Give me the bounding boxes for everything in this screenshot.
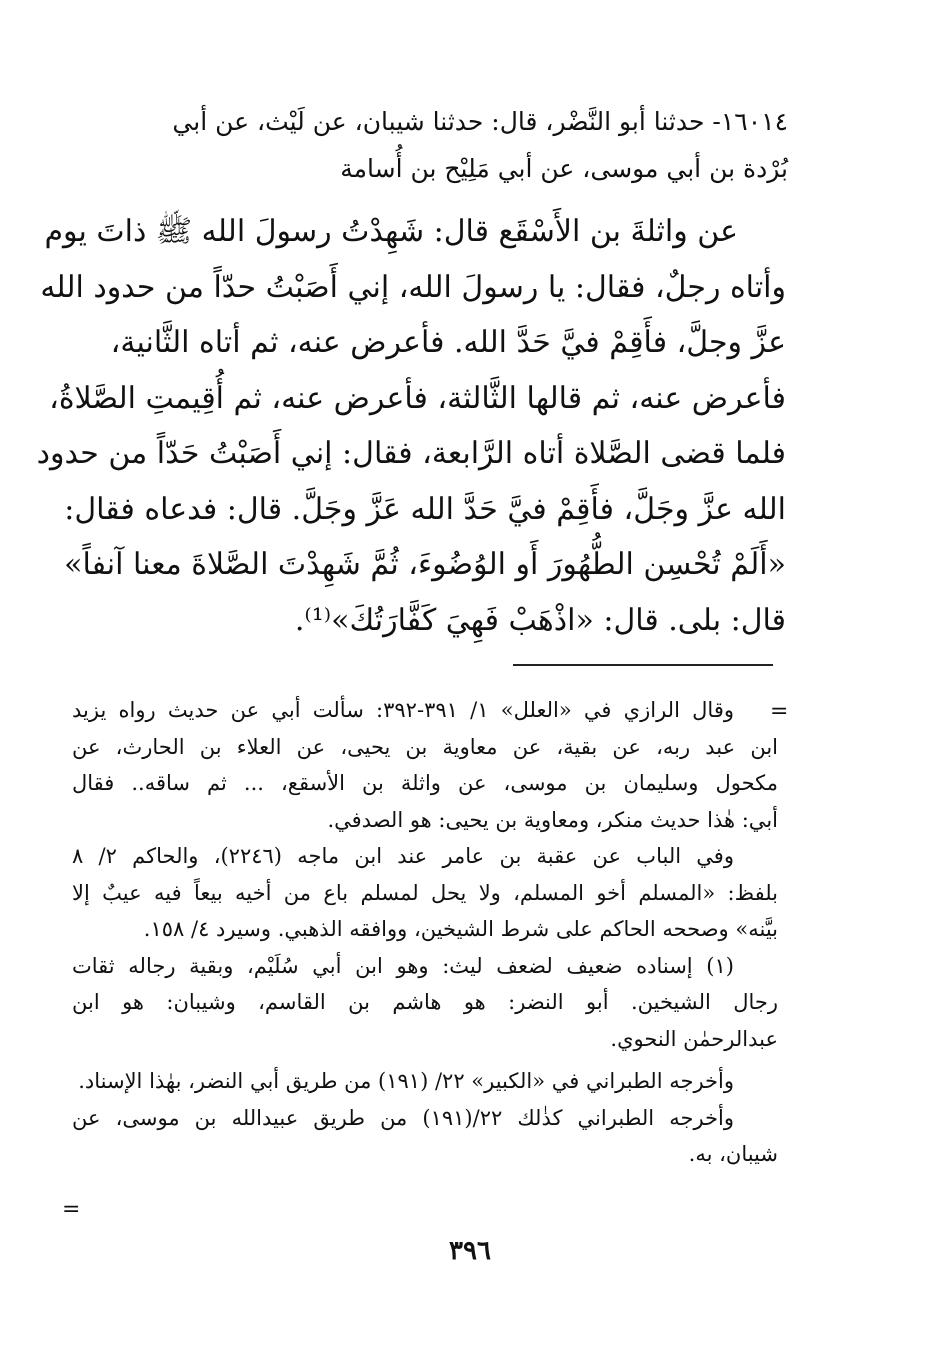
matn-line: فلما قضى الصَّلاة أتاه الرَّابعة، فقال: إني أَصَبْتُ حَدّاً من حدود (36, 436, 786, 471)
footnote-line: رجال الشيخين. أبو النضر: هو هاشم بن القاسم، وشيبان: هو ابن (72, 990, 778, 1014)
footnote-line: عبدالرحمٰن النحوي. (610, 1026, 778, 1051)
matn-line: عن واثلةَ بن الأَسْقَع قال: شَهِدْتُ رسولَ الله ﷺ ذاتَ يوم (44, 214, 738, 249)
footnote-separator (513, 664, 773, 666)
footnote-line: ابن عبد ربه، عن بقية، عن معاوية بن يحيى، عن العلاء بن الحارث، عن (72, 734, 778, 759)
footnote-line: (١) إسناده ضعيف لضعف ليث: وهو ابن أبي سُلَيْم، وبقية رجاله ثقات (72, 953, 734, 978)
footnote-line: مكحول وسليمان بن موسى، عن واثلة بن الأسقع، ... ثم ساقه.. فقال (72, 771, 778, 795)
footnote-line: شيبان، به. (688, 1142, 778, 1166)
isnad-line: ١٦٠١٤- حدثنا أبو النَّضْر، قال: حدثنا شيبان، عن لَيْث، عن أبي (172, 107, 788, 136)
footnote-paragraph (72, 1100, 778, 1173)
hadith-isnad (120, 98, 788, 192)
footnote-line: وأخرجه الطبراني في «الكبير» ٢٢/ (١٩١) من طريق أبي النضر، بهٰذا الإسناد. (78, 1069, 734, 1093)
footnote-line: وأخرجه الطبراني كذٰلك ٢٢/(١٩١) من طريق عبيدالله بن موسى، عن (72, 1105, 734, 1130)
footnote-paragraph (72, 1063, 778, 1100)
footnote-line: أبي: هٰذا حديث منكر، ومعاوية بن يحيى: هو الصدفي. (327, 807, 778, 832)
matn-line: عزَّ وجلَّ، فأَقِمْ فيَّ حَدَّ الله. فأعرض عنه، ثم أتاه الثَّانية، (110, 325, 786, 360)
footnote-line: وفي الباب عن عقبة بن عامر عند ابن ماجه (٢٢٤٦)، والحاكم ٢/ ٨ (72, 844, 734, 868)
footnote-line: بلفظ: «المسلم أخو المسلم، ولا يحل لمسلم باع من أخيه بيعاً فيه عيبٌ إلا (72, 880, 778, 905)
footnote-paragraph (72, 692, 778, 838)
hadith-matn (36, 204, 786, 648)
continuation-mark: = (770, 699, 789, 724)
matn-line: وأتاه رجلٌ، فقال: يا رسولَ الله، إني أَصَبْتُ حدّاً من حدود الله (40, 269, 786, 305)
matn-line: قال: بلى. قال: «اذْهَبْ فَهِيَ كَفَّارَتُكَ»⁽¹⁾. (294, 602, 786, 638)
page-number: ٣٩٦ (449, 1236, 491, 1266)
continuation-mark: = (62, 1197, 81, 1222)
matn-line: «أَلَمْ تُحْسِن الطُّهُورَ أَو الوُضُوءَ، ثُمَّ شَهِدْتَ الصَّلاةَ معنا آنفاً» (64, 547, 786, 582)
matn-line: فأعرض عنه، ثم قالها الثَّالثة، فأعرض عنه، ثم أُقِيمتِ الصَّلاةُ، (49, 380, 786, 416)
matn-line: الله عزَّ وجَلَّ، فأَقِمْ فيَّ حَدَّ الله عَزَّ وجَلَّ. قال: فدعاه فقال: (64, 491, 786, 527)
footnote-line: وقال الرازي في «العلل» ١/ ٣٩١-٣٩٢: سألت أبي عن حديث رواه يزيد (72, 698, 734, 722)
footnotes (72, 692, 778, 1173)
footnote-line: بيَّنه» وصححه الحاكم على شرط الشيخين، ووافقه الذهبي. وسيرد ٤/ ١٥٨. (143, 917, 778, 941)
footnote-paragraph (72, 948, 778, 1058)
isnad-line: بُرْدة بن أبي موسى، عن أبي مَلِيْح بن أُسامة (340, 154, 788, 183)
footnote-paragraph (72, 838, 778, 948)
